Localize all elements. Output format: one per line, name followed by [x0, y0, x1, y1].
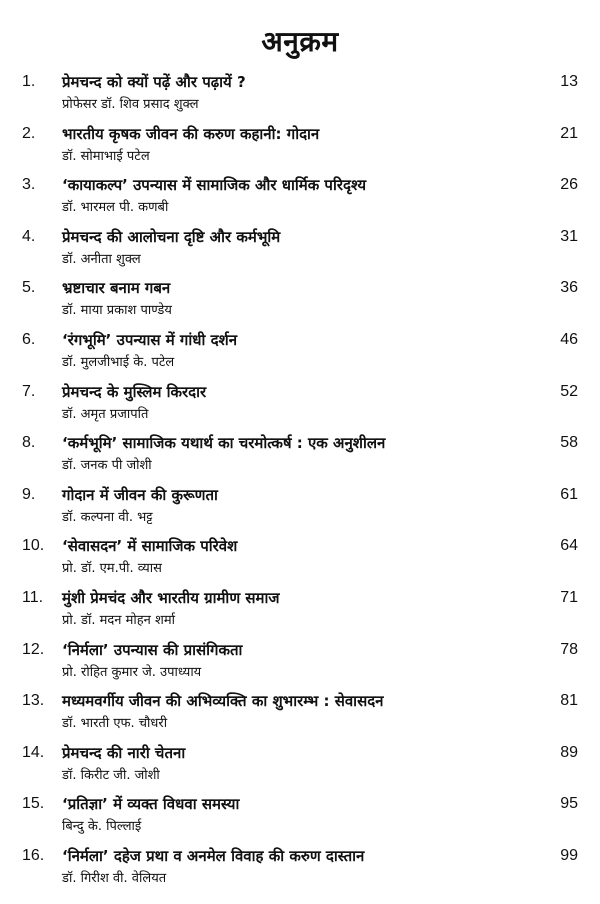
entry-author: डॉ. जनक पी जोशी: [62, 458, 152, 474]
entry-title: ‘कायाकल्प’ उपन्यास में सामाजिक और धार्मिक परिदृश्य: [62, 176, 367, 195]
toc-entry: [0, 534, 600, 586]
toc-entry: [0, 328, 600, 380]
entry-page-number: 13: [560, 73, 578, 90]
entry-title: ‘निर्मला’ दहेज प्रथा व अनमेल विवाह की करुण दास्तान: [62, 846, 365, 865]
entry-page-number: 99: [560, 846, 578, 864]
entry-title: मुंशी प्रेमचंद और भारतीय ग्रामीण समाज: [62, 588, 280, 607]
entry-title: प्रेमचन्द की नारी चेतना: [62, 743, 186, 762]
entry-author: डॉ. सोमाभाई पटेल: [62, 148, 150, 164]
entry-number: 2.: [22, 124, 36, 142]
entry-author: डॉ. भारती एफ. चौधरी: [62, 716, 168, 732]
toc-entry: [0, 483, 600, 535]
toc-entry: [0, 431, 600, 483]
entry-title: भारतीय कृषक जीवन की करुण कहानी: गोदान: [62, 124, 320, 143]
entry-title: प्रेमचन्द के मुस्लिम किरदार: [62, 382, 207, 401]
entry-number: 7.: [22, 382, 36, 400]
toc-entry: [0, 689, 600, 741]
toc-entry: [0, 586, 600, 638]
entry-page-number: 64: [560, 537, 578, 555]
entry-page-number: 89: [560, 743, 578, 761]
toc-entry: [0, 225, 600, 277]
entry-author: डॉ. कल्पना वी. भट्ट: [62, 509, 153, 525]
toc-entry: [0, 844, 600, 896]
entry-author: बिन्दु के. पिल्लाई: [62, 819, 142, 835]
entry-number: 10.: [22, 537, 45, 555]
toc-list: [0, 70, 600, 896]
entry-number: 9.: [22, 485, 36, 503]
entry-author: डॉ. अनीता शुक्ल: [62, 251, 141, 267]
entry-page-number: 21: [560, 124, 578, 142]
entry-title: ‘सेवासदन’ में सामाजिक परिवेश: [62, 537, 238, 556]
entry-title: ‘कर्मभूमि’ सामाजिक यथार्थ का चरमोत्कर्ष : एक अनुशीलन: [62, 434, 386, 453]
toc-entry: [0, 173, 600, 225]
entry-title: प्रेमचन्द की आलोचना दृष्टि और कर्मभूमि: [62, 227, 281, 246]
entry-author: प्रोफेसर डॉ. शिव प्रसाद शुक्ल: [62, 97, 199, 112]
entry-title: ‘रंगभूमि’ उपन्यास में गांधी दर्शन: [62, 330, 238, 349]
entry-page-number: 78: [560, 640, 578, 658]
entry-author: प्रो. डॉ. मदन मोहन शर्मा: [62, 612, 176, 628]
entry-number: 8.: [22, 434, 36, 452]
entry-number: 11.: [22, 588, 44, 606]
entry-number: 12.: [22, 640, 45, 658]
entry-author: डॉ. भारमल पी. कणबी: [62, 200, 169, 216]
toc-entry: [0, 380, 600, 432]
entry-number: 3.: [22, 176, 36, 194]
entry-author: डॉ. अमृत प्रजापति: [62, 406, 149, 422]
toc-entry: [0, 792, 600, 844]
entry-title: भ्रष्टाचार बनाम गबन: [62, 279, 171, 298]
entry-page-number: 95: [560, 795, 578, 813]
entry-number: 14.: [22, 743, 45, 761]
entry-page-number: 26: [560, 176, 578, 194]
entry-page-number: 31: [560, 227, 578, 245]
toc-entry: [0, 741, 600, 793]
entry-author: प्रो. रोहित कुमार जे. उपाध्याय: [62, 664, 202, 680]
entry-title: ‘प्रतिज्ञा’ में व्यक्त विधवा समस्या: [62, 795, 240, 814]
entry-page-number: 71: [560, 588, 578, 606]
entry-number: 13.: [22, 692, 45, 710]
entry-author: डॉ. माया प्रकाश पाण्डेय: [62, 303, 172, 319]
entry-number: 4.: [22, 227, 36, 245]
toc-entry: [0, 122, 600, 174]
page-title: अनुक्रम: [261, 25, 339, 58]
toc-entry: [0, 70, 600, 122]
entry-author: प्रो. डॉ. एम.पी. व्यास: [62, 561, 162, 577]
entry-author: डॉ. किरीट जी. जोशी: [62, 767, 160, 783]
entry-page-number: 81: [560, 692, 578, 710]
entry-page-number: 36: [560, 279, 578, 297]
entry-number: 6.: [22, 330, 36, 348]
entry-title: प्रेमचन्द को क्यों पढ़ें और पढ़ायें ?: [62, 73, 246, 91]
entry-title: मध्यमवर्गीय जीवन की अभिव्यक्ति का शुभारम्भ : सेवासदन: [62, 692, 384, 711]
entry-number: 15.: [22, 795, 45, 813]
entry-title: ‘निर्मला’ उपन्यास की प्रासंगिकता: [62, 640, 243, 659]
entry-number: 5.: [22, 279, 36, 297]
toc-entry: [0, 638, 600, 690]
entry-author: डॉ. गिरीश वी. वेलियत: [62, 870, 167, 886]
entry-author: डॉ. मुलजीभाई के. पटेल: [62, 354, 175, 370]
entry-number: 1.: [22, 73, 36, 90]
toc-entry: [0, 276, 600, 328]
entry-page-number: 61: [560, 485, 578, 503]
entry-number: 16.: [22, 846, 45, 864]
entry-page-number: 58: [560, 434, 578, 452]
entry-page-number: 52: [560, 382, 578, 400]
entry-title: गोदान में जीवन की कुरूणता: [62, 485, 218, 504]
entry-page-number: 46: [560, 330, 578, 348]
